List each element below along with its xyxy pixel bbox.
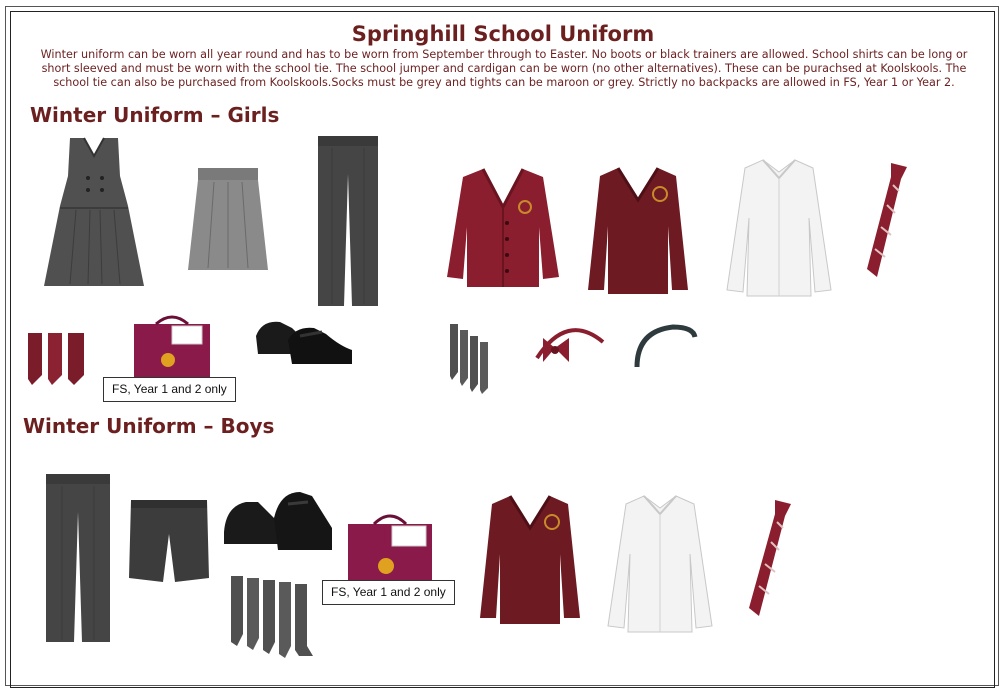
headband-icon [633,323,699,375]
cardigan-icon [445,167,561,291]
book-bag-icon [132,316,212,380]
boys-heading: Winter Uniform – Boys [23,414,275,438]
tie-icon [745,498,795,618]
trousers-icon [44,472,112,646]
tights-icon [26,331,88,387]
tie-icon [863,161,913,281]
socks-icon [448,322,496,396]
pinafore-dress-icon [40,136,148,292]
shorts-icon [127,498,211,584]
shoes-icon [222,488,334,556]
trousers-icon [316,134,380,308]
page-title: Springhill School Uniform [351,22,655,46]
shoes-icon [252,306,356,368]
shirt-icon [606,494,714,634]
skirt-icon [186,166,270,274]
socks-icon [229,574,315,660]
girls-heading: Winter Uniform – Girls [30,103,280,127]
boys-bookbag-note: FS, Year 1 and 2 only [322,580,455,605]
bow-headband-icon [533,318,607,370]
jumper-icon [478,494,582,626]
shirt-icon [725,158,833,298]
jumper-icon [586,166,690,296]
girls-bookbag-note: FS, Year 1 and 2 only [103,377,236,402]
intro-paragraph: Winter uniform can be worn all year round and has to be worn from September through to Easter. No boots or black trainers are allowed. School shirts can be long or short sleeved and must be worn with the school tie. The school jumper and cardigan can be worn (no other alternatives). These can be purachsed at Koolskools. The school tie can also be purchased from Koolskools.Socks must be grey and tights can be maroon or grey. Strictly no backpacks are allowed in FS, Year 1 or Year 2. [40,48,968,89]
book-bag-icon [346,514,434,586]
